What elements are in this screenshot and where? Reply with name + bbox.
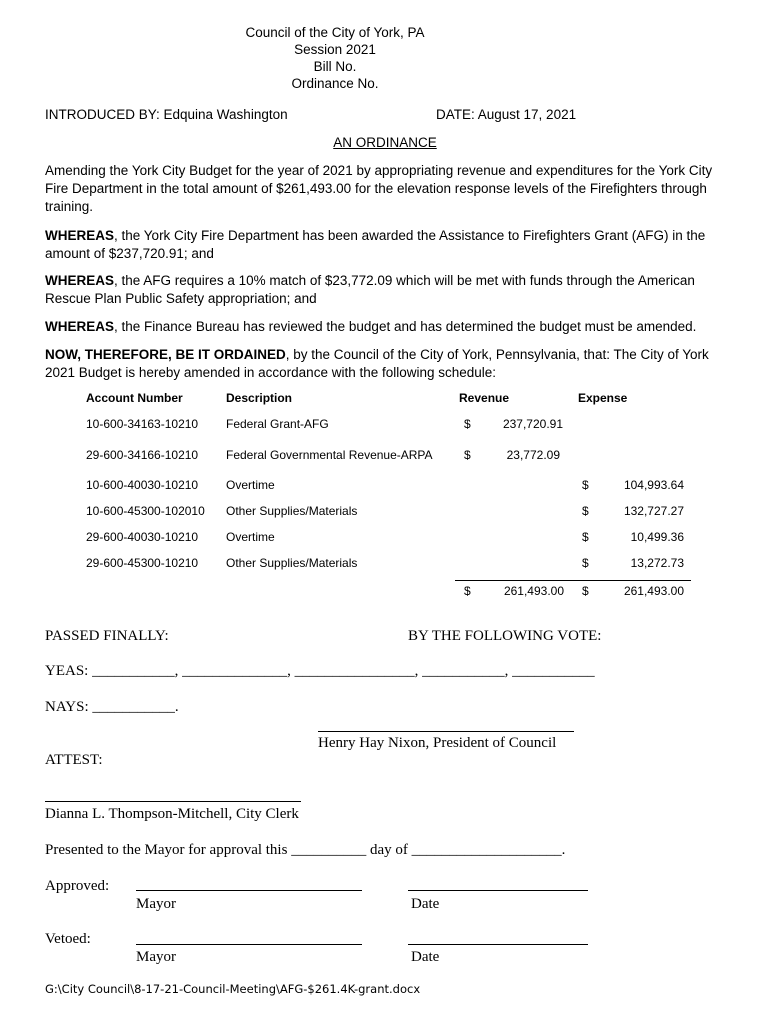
row-description: Overtime (226, 478, 275, 492)
whereas-3 (45, 318, 735, 336)
total-expense: 261,493.00 (623, 584, 684, 598)
ordinance-date: DATE: August 17, 2021 (436, 107, 577, 122)
row-revenue: 23,772.09 (506, 448, 560, 462)
row-expense: 10,499.36 (630, 530, 684, 544)
row-expense-symbol: $ (582, 504, 589, 518)
whereas-3-lead: WHEREAS (45, 319, 115, 334)
vetoed-mayor-line (136, 944, 362, 945)
row-account: 10-600-45300-102010 (86, 504, 205, 518)
whereas-1 (45, 227, 735, 263)
row-account: 29-600-45300-10210 (86, 556, 199, 570)
row-expense-symbol: $ (582, 556, 589, 570)
ordained-text: , by the Council of the City of York, Pennsylvania, that: The City of York 2021 Budget is hereby amended in accordance with the following schedule: (45, 347, 709, 380)
document-header (0, 24, 670, 92)
bill-no: Bill No. (313, 59, 357, 74)
vetoed-mayor-label: Mayor (136, 949, 176, 965)
approved-mayor-label: Mayor (136, 896, 176, 912)
whereas-2 (45, 272, 735, 308)
president-signature-line (318, 731, 574, 732)
intro-paragraph: Amending the York City Budget for the year of 2021 by appropriating revenue and expenditures for the York City Fire Department in the total amount of $261,493.00 for the elevation response levels of the Firefighters through training. (45, 163, 713, 214)
whereas-2-lead: WHEREAS (45, 273, 115, 288)
whereas-2-text: , the AFG requires a 10% match of $23,772.09 which will be met with funds through the American Rescue Plan Public Safety appropriation; and (45, 273, 695, 306)
following-vote: BY THE FOLLOWING VOTE: (408, 628, 602, 644)
yeas-line: YEAS: ___________, ______________, ________________, ___________, ___________ (45, 663, 595, 679)
row-expense-symbol: $ (582, 478, 589, 492)
col-header-revenue: Revenue (459, 391, 510, 405)
clerk-name: Dianna L. Thompson-Mitchell, City Clerk (45, 806, 299, 822)
whereas-1-lead: WHEREAS (45, 228, 115, 243)
ordinance-no: Ordinance No. (291, 76, 379, 91)
ordained-lead: NOW, THEREFORE, BE IT ORDAINED (45, 347, 286, 362)
row-account: 10-600-34163-10210 (86, 417, 199, 431)
nays-line: NAYS: ___________. (45, 699, 179, 715)
total-rule (455, 580, 691, 581)
presented-line: Presented to the Mayor for approval this __________ day of ____________________. (45, 842, 566, 858)
row-account: 29-600-40030-10210 (86, 530, 199, 544)
row-revenue-symbol: $ (464, 448, 471, 462)
row-expense: 13,272.73 (630, 556, 684, 570)
ordinance-title: AN ORDINANCE (333, 135, 437, 150)
ordained-paragraph (45, 346, 735, 382)
row-expense-symbol: $ (582, 530, 589, 544)
passed-finally: PASSED FINALLY: (45, 628, 169, 644)
session: Session 2021 (294, 42, 376, 57)
row-description: Federal Grant-AFG (226, 417, 329, 431)
col-header-description: Description (226, 391, 293, 405)
total-revenue: 261,493.00 (503, 584, 564, 598)
row-revenue: 237,720.91 (502, 417, 563, 431)
col-header-account: Account Number (86, 391, 183, 405)
total-revenue-symbol: $ (464, 584, 471, 598)
approved-date-line (408, 890, 588, 891)
row-description: Overtime (226, 530, 275, 544)
whereas-1-text: , the York City Fire Department has been awarded the Assistance to Firefighters Grant (AFG) in the amount of $237,720.91; and (45, 228, 706, 261)
president-name: Henry Hay Nixon, President of Council (318, 735, 557, 751)
row-description: Federal Governmental Revenue-ARPA (226, 448, 433, 462)
vetoed-label: Vetoed: (45, 931, 91, 947)
row-account: 29-600-34166-10210 (86, 448, 199, 462)
total-expense-symbol: $ (582, 584, 589, 598)
clerk-signature-line (45, 801, 301, 802)
attest-label: ATTEST: (45, 752, 103, 768)
row-description: Other Supplies/Materials (226, 504, 358, 518)
file-path-footer: G:\City Council\8-17-21-Council-Meeting\AFG-$261.4K-grant.docx (45, 982, 421, 996)
introduced-by: INTRODUCED BY: Edquina Washington (45, 107, 288, 122)
row-account: 10-600-40030-10210 (86, 478, 199, 492)
whereas-3-text: , the Finance Bureau has reviewed the budget and has determined the budget must be amended. (114, 319, 697, 334)
vetoed-date-label: Date (411, 949, 440, 965)
col-header-expense: Expense (578, 391, 628, 405)
approved-date-label: Date (411, 896, 440, 912)
row-expense: 132,727.27 (623, 504, 684, 518)
row-expense: 104,993.64 (623, 478, 684, 492)
row-description: Other Supplies/Materials (226, 556, 358, 570)
approved-label: Approved: (45, 878, 110, 894)
council-name: Council of the City of York, PA (245, 25, 425, 40)
approved-mayor-line (136, 890, 362, 891)
vetoed-date-line (408, 944, 588, 945)
row-revenue-symbol: $ (464, 417, 471, 431)
